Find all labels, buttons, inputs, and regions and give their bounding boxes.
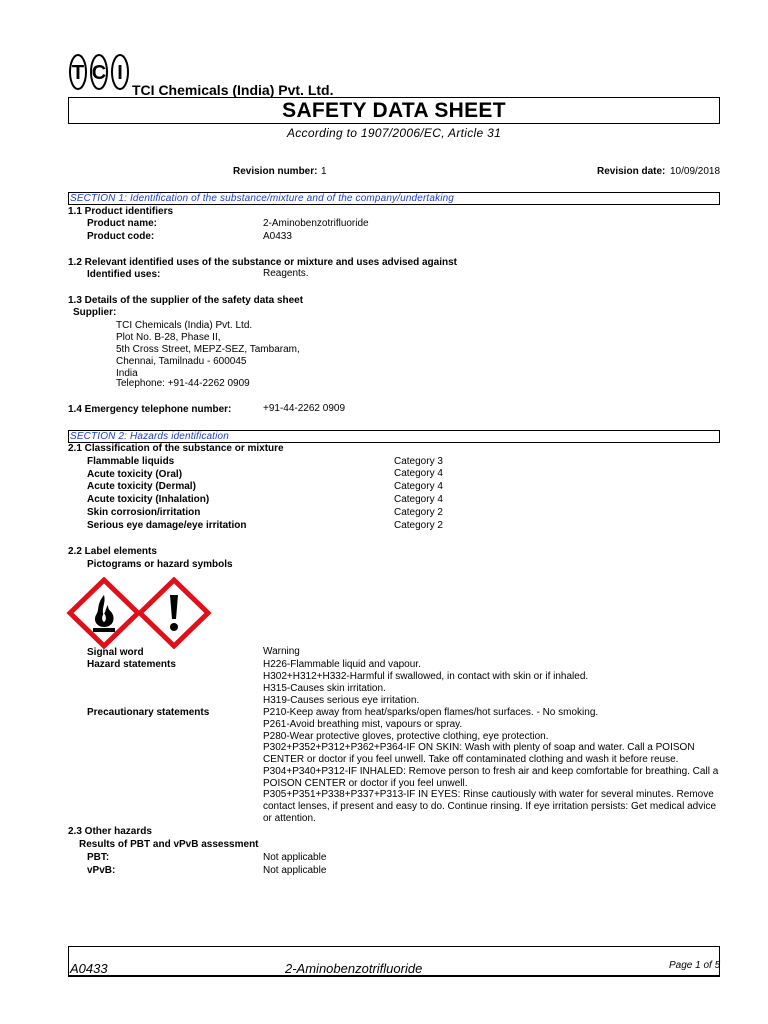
precautionary-line: P280-Wear protective gloves, protective clothing, eye protection.: [263, 731, 549, 742]
precautionary-line: POISON CENTER or doctor if you feel unwell.: [263, 778, 468, 789]
product-name-label: Product name:: [87, 218, 158, 229]
classification-hazard: Flammable liquids: [87, 456, 175, 467]
hazard-statement: H319-Causes serious eye irritation.: [263, 695, 420, 706]
flame-icon: [70, 580, 138, 646]
revision-number: 1: [321, 166, 327, 177]
precautionary-line: or attention.: [263, 813, 316, 824]
precautionary-line: P302+P352+P312+P362+P364-IF ON SKIN: Wash with plenty of soap and water. Call a POISON: [263, 742, 695, 753]
signal-word-label: Signal word: [87, 647, 144, 658]
classification-hazard: Serious eye damage/eye irritation: [87, 520, 247, 531]
product-code-value: A0433: [263, 231, 292, 242]
supplier-address-line: 5th Cross Street, MEPZ-SEZ, Tambaram,: [116, 344, 300, 355]
revision-number-label: Revision number:: [233, 166, 318, 177]
classification-category: Category 2: [394, 520, 443, 531]
company-name: TCI Chemicals (India) Pvt. Ltd.: [132, 82, 334, 98]
pbt-label: PBT:: [87, 852, 110, 863]
logo-letter-text: I: [117, 62, 123, 84]
vpvb-label: vPvB:: [87, 865, 116, 876]
precautionary-line: CENTER or doctor if you feel unwell. Take off contaminated clothing and wash it before reuse.: [263, 754, 679, 765]
hazard-statement: H315-Causes skin irritation.: [263, 683, 386, 694]
hazard-statement: H226-Flammable liquid and vapour.: [263, 659, 421, 670]
hazard-statement: H302+H312+H332-Harmful if swallowed, in contact with skin or if inhaled.: [263, 671, 589, 682]
supplier-address-line: TCI Chemicals (India) Pvt. Ltd.: [116, 320, 253, 331]
label-elements-heading: 2.2 Label elements: [68, 546, 157, 557]
classification-category: Category 4: [394, 468, 443, 479]
supplier-address-line: India: [116, 368, 138, 379]
classification-category: Category 3: [394, 456, 443, 467]
supplier-details-heading: 1.3 Details of the supplier of the safety data sheet: [68, 295, 304, 306]
product-code-label: Product code:: [87, 231, 155, 242]
pbt-value: Not applicable: [263, 852, 327, 863]
pictograms-label: Pictograms or hazard symbols: [87, 559, 233, 570]
identified-uses-label: Identified uses:: [87, 269, 161, 280]
revision-date-label: Revision date:: [597, 166, 666, 177]
document-title: SAFETY DATA SHEET: [282, 99, 506, 122]
precautionary-line: P261-Avoid breathing mist, vapours or spray.: [263, 719, 463, 730]
precautionary-line: P210-Keep away from heat/sparks/open flames/hot surfaces. - No smoking.: [263, 707, 599, 718]
precautionary-statements-label: Precautionary statements: [87, 707, 210, 718]
section-1-title: SECTION 1: Identification of the substance/mixture and of the company/undertaking: [70, 193, 455, 204]
classification-hazard: Acute toxicity (Inhalation): [87, 494, 210, 505]
classification-hazard: Acute toxicity (Oral): [87, 469, 183, 480]
supplier-address-line: Plot No. B-28, Phase II,: [116, 332, 221, 343]
revision-date: 10/09/2018: [670, 166, 721, 177]
hazard-statements-label: Hazard statements: [87, 659, 176, 670]
supplier-label: Supplier:: [73, 307, 117, 318]
classification-category: Category 4: [394, 481, 443, 492]
ghs-pictograms: [66, 577, 214, 649]
footer-product-code: A0433: [70, 961, 108, 976]
pbt-assessment-heading: Results of PBT and vPvB assessment: [79, 839, 259, 850]
classification-category: Category 4: [394, 494, 443, 505]
identified-uses-heading: 1.2 Relevant identified uses of the substance or mixture and uses advised against: [68, 257, 458, 268]
classification-hazard: Skin corrosion/irritation: [87, 507, 201, 518]
precautionary-line: contact lenses, if present and easy to do. Continue rinsing. If eye irritation persists: Get medical advice: [263, 801, 717, 812]
classification-heading: 2.1 Classification of the substance or mixture: [68, 443, 284, 454]
classification-category: Category 2: [394, 507, 443, 518]
other-hazards-heading: 2.3 Other hazards: [68, 826, 152, 837]
document-subtitle: According to 1907/2006/EC, Article 31: [286, 126, 502, 140]
product-name-value: 2-Aminobenzotrifluoride: [263, 218, 369, 229]
product-identifiers-heading: 1.1 Product identifiers: [68, 206, 174, 217]
emergency-phone-label: 1.4 Emergency telephone number:: [68, 404, 232, 415]
precautionary-line: P304+P340+P312-IF INHALED: Remove person to fresh air and keep comfortable for breathing. Call a: [263, 766, 719, 777]
supplier-address-line: Chennai, Tamilnadu - 600045: [116, 356, 247, 367]
section-2-title: SECTION 2: Hazards identification: [70, 431, 229, 442]
supplier-telephone: Telephone: +91-44-2262 0909: [116, 378, 250, 389]
emergency-phone-value: +91-44-2262 0909: [263, 403, 346, 414]
footer-product-name: 2-Aminobenzotrifluoride: [285, 961, 423, 976]
vpvb-value: Not applicable: [263, 865, 327, 876]
identified-uses-value: Reagents.: [263, 268, 309, 279]
signal-word-value: Warning: [263, 646, 300, 657]
exclamation-mark-icon: [140, 580, 208, 646]
tci-logo: [68, 52, 132, 92]
logo-letter-text: T: [71, 62, 85, 84]
logo-letter-text: C: [91, 62, 107, 84]
page-number: Page 1 of 5: [669, 960, 721, 971]
classification-hazard: Acute toxicity (Dermal): [87, 481, 196, 492]
precautionary-line: P305+P351+P338+P337+P313-IF IN EYES: Rinse cautiously with water for several minutes. Remove: [263, 789, 714, 800]
